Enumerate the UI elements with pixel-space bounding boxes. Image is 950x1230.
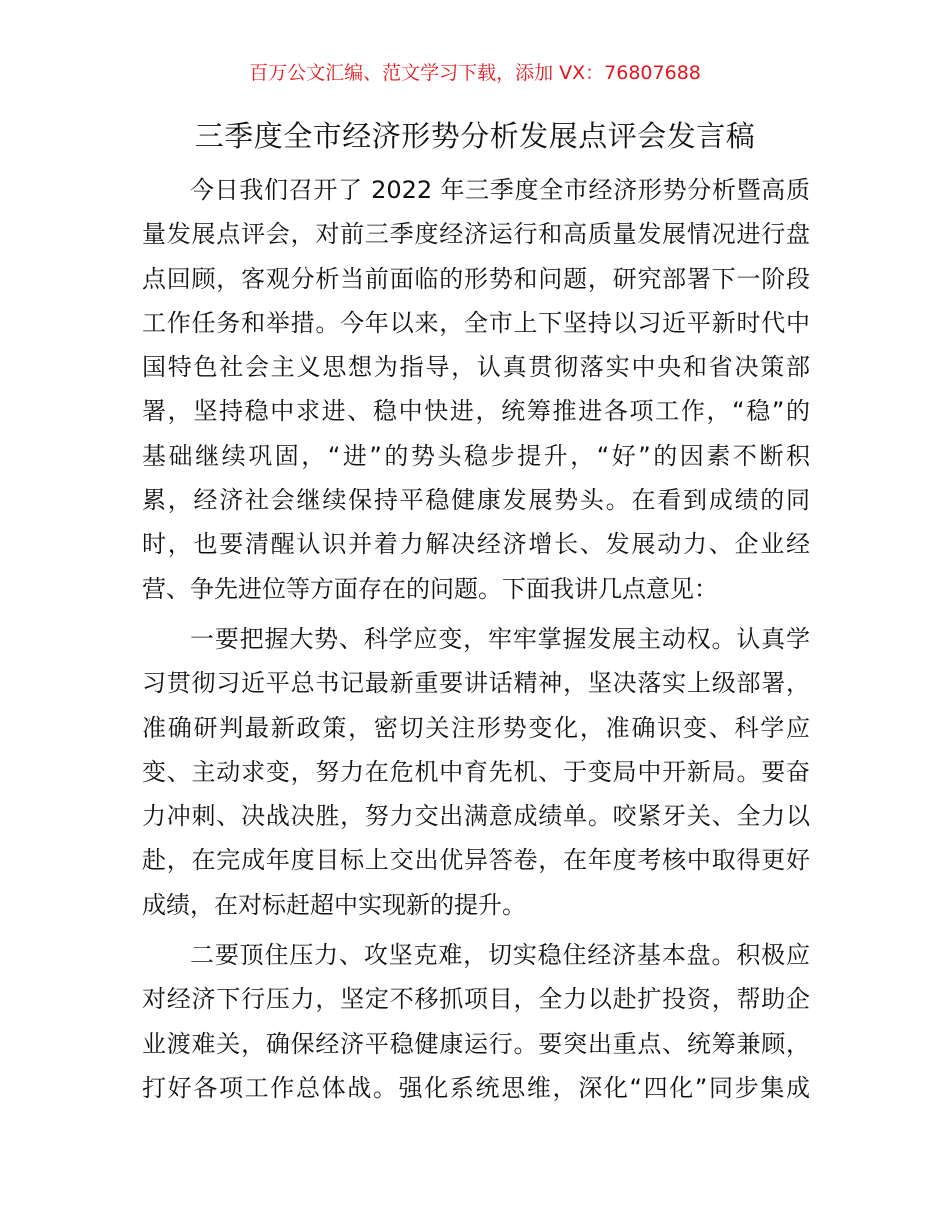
text-line: 业渡难关，确保经济平稳健康运行。要突出重点、统筹兼顾，: [142, 1029, 810, 1058]
text-line: 今日我们召开了 2022 年三季度全市经济形势分析暨高质: [190, 176, 810, 204]
text-line: 基础继续巩固，“进”的势头稳步提升，“好”的因素不断积: [142, 441, 810, 470]
paragraph-3: [142, 933, 810, 1110]
paragraph-1: [142, 168, 810, 611]
text-line: 准确研判最新政策，密切关注形势变化，准确识变、科学应: [142, 713, 810, 742]
document-body: [142, 168, 810, 1116]
watermark-banner: 百万公文汇编、范文学习下载，添加 VX：76807688: [249, 62, 701, 84]
text-line: 营、争先进位等方面存在的问题。下面我讲几点意见：: [142, 574, 718, 603]
text-line: 工作任务和举措。今年以来，全市上下坚持以习近平新时代中: [142, 308, 810, 337]
text-line: 力冲刺、决战决胜，努力交出满意成绩单。咬紧牙关、全力以: [142, 802, 810, 831]
document-title: 三季度全市经济形势分析发展点评会发言稿: [194, 119, 756, 153]
text-line: 量发展点评会，对前三季度经济运行和高质量发展情况进行盘: [142, 220, 810, 249]
text-line: 赴，在完成年度目标上交出优异答卷，在年度考核中取得更好: [142, 846, 810, 875]
text-line: 打好各项工作总体战。强化系统思维，深化“四化”同步集成: [142, 1073, 810, 1102]
text-line: 国特色社会主义思想为指导，认真贯彻落实中央和省决策部: [142, 353, 810, 382]
paragraph-2: [142, 617, 810, 927]
text-line: 习贯彻习近平总书记最新重要讲话精神，坚决落实上级部署，: [142, 669, 810, 698]
text-line: 累，经济社会继续保持平稳健康发展势头。在看到成绩的同: [142, 486, 810, 515]
text-line: 时，也要清醒认识并着力解决经济增长、发展动力、企业经: [142, 530, 810, 559]
text-line: 点回顾，客观分析当前面临的形势和问题，研究部署下一阶段: [142, 264, 810, 293]
text-line: 一要把握大势、科学应变，牢牢掌握发展主动权。认真学: [190, 624, 810, 653]
text-line: 二要顶住压力、攻坚克难，切实稳住经济基本盘。积极应: [190, 941, 810, 970]
text-line: 变、主动求变，努力在危机中育先机、于变局中开新局。要奋: [142, 757, 810, 786]
text-line: 署，坚持稳中求进、稳中快进，统筹推进各项工作，“稳”的: [142, 397, 810, 426]
text-line: 对经济下行压力，坚定不移抓项目，全力以赴扩投资，帮助企: [142, 985, 810, 1014]
text-line: 成绩，在对标赶超中实现新的提升。: [142, 890, 526, 919]
